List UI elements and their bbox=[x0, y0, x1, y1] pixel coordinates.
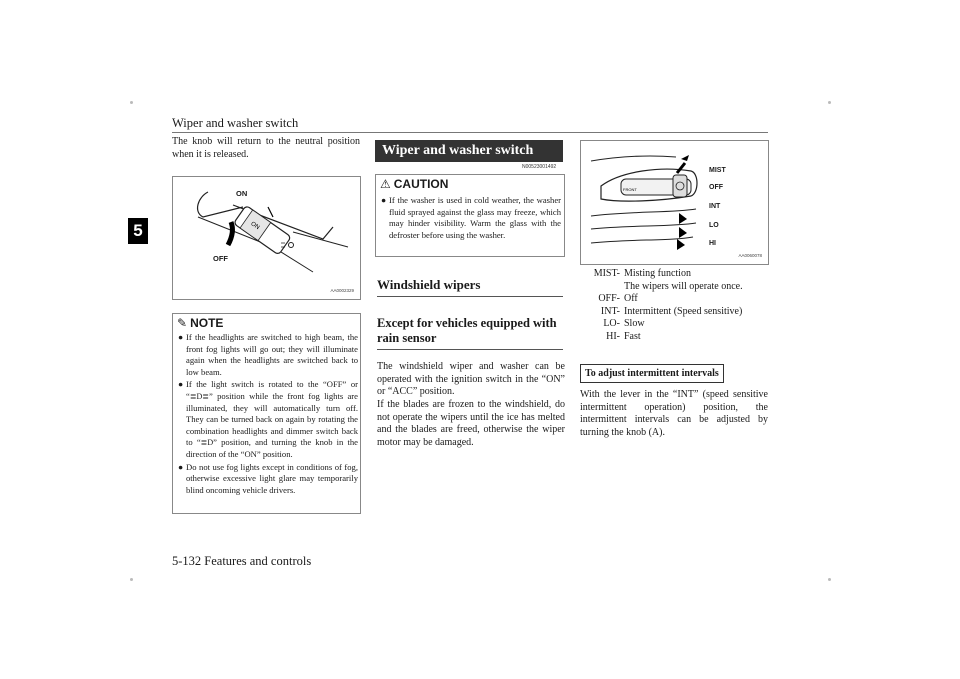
figure-label-mist: MIST bbox=[709, 167, 726, 174]
crop-mark bbox=[130, 578, 133, 581]
figure-code: AA0002329 bbox=[330, 288, 354, 293]
section-code: N00523001492 bbox=[522, 164, 557, 170]
caution-title: ⚠ CAUTION bbox=[380, 177, 449, 191]
figure-label-off: OFF bbox=[709, 184, 723, 191]
figure-label-off: OFF bbox=[213, 254, 228, 263]
crop-mark bbox=[828, 101, 831, 104]
legend-item-hi: HI- Fast bbox=[606, 330, 641, 342]
caution-content bbox=[381, 195, 561, 242]
caution-box bbox=[375, 174, 565, 257]
lever-front-text: FRONT bbox=[623, 187, 637, 192]
wiper-positions-legend bbox=[576, 268, 776, 343]
note-box bbox=[172, 313, 361, 514]
note-title: ✎ NOTE bbox=[177, 316, 224, 330]
legend-item-int: INT- Intermittent (Speed sensitive) bbox=[600, 305, 743, 317]
figure-label-hi: HI bbox=[709, 240, 716, 247]
note-bullet-3: ● Do not use fog lights except in conditions of fog, otherwise excessive light glare may temporarily blind oncoming vehicle drivers. bbox=[178, 461, 358, 495]
note-bullet-2: ● If the light switch is rotated to the “OFF” or “≣D≣” position while the front fog lights are illuminated, they will automatically turn off. They can be turned back on again by rotating the combination headlights and dimmer switch back to “≣D” position, and turning the knob in the direction of the “ON” position. bbox=[178, 379, 358, 459]
crop-mark bbox=[130, 101, 133, 104]
legend-item-mist-note: The wipers will operate once. bbox=[624, 280, 743, 292]
fog-light-icon: ≣D bbox=[200, 438, 214, 448]
page-footer: 5-132 Features and controls bbox=[172, 554, 312, 568]
legend-item-lo: LO- Slow bbox=[603, 318, 645, 329]
pencil-icon: ✎ bbox=[177, 316, 188, 330]
legend-item-mist: MIST- Misting function bbox=[593, 268, 691, 279]
windshield-wipers-heading: Windshield wipers bbox=[377, 277, 563, 297]
paragraph-frozen-blades: If the blades are frozen to the windshield, do not operate the wipers until the ice has melted and the blades are freed, otherwise the wiper motor may be damaged. bbox=[377, 399, 565, 448]
figure-label-on: ON bbox=[236, 189, 248, 198]
interval-heading: To adjust intermittent intervals bbox=[580, 364, 724, 383]
wiper-switch-figure bbox=[580, 140, 769, 265]
sub-heading-no-rain-sensor: Except for vehicles equipped with rain sensor bbox=[377, 316, 563, 350]
figure-code: AA0060078 bbox=[738, 253, 762, 258]
headlight-switch-figure bbox=[172, 176, 361, 300]
caution-bullet-1: ● If the washer is used in cold weather, the washer fluid sprayed against the glass may freeze, which may hinder visibility. Warm the glass with the defroster before using the washer. bbox=[381, 195, 561, 240]
chapter-tab: 5 bbox=[128, 218, 148, 244]
warning-triangle-icon: ⚠ bbox=[380, 177, 391, 191]
crop-mark bbox=[828, 578, 831, 581]
section-title: Wiper and washer switch bbox=[375, 140, 563, 162]
figure-label-int: INT bbox=[709, 203, 721, 210]
page-header-title: Wiper and washer switch bbox=[172, 116, 299, 130]
fog-light-icon: ≣D≣ bbox=[189, 391, 210, 401]
headlight-lever-illustration bbox=[173, 177, 360, 299]
interval-text: With the lever in the “INT” (speed sensitive intermittent operation) position, the intermittent intervals can be adjusted by turning the knob (A). bbox=[580, 389, 768, 438]
header-rule bbox=[172, 132, 768, 133]
paragraph-ignition: The windshield wiper and washer can be operated with the ignition switch in the “ON” or “ACC” position. bbox=[377, 361, 565, 398]
legend-item-off: OFF- Off bbox=[598, 293, 638, 304]
svg-text:ON: ON bbox=[249, 221, 261, 232]
note-bullet-1: ● If the headlights are switched to high beam, the front fog lights will go out; they will illuminate again when the headlights are switched back to low beam. bbox=[178, 332, 358, 377]
note-content bbox=[178, 332, 358, 497]
wiper-lever-illustration bbox=[581, 141, 768, 264]
intro-text: The knob will return to the neutral position when it is released. bbox=[172, 136, 360, 160]
figure-label-lo: LO bbox=[709, 222, 719, 229]
